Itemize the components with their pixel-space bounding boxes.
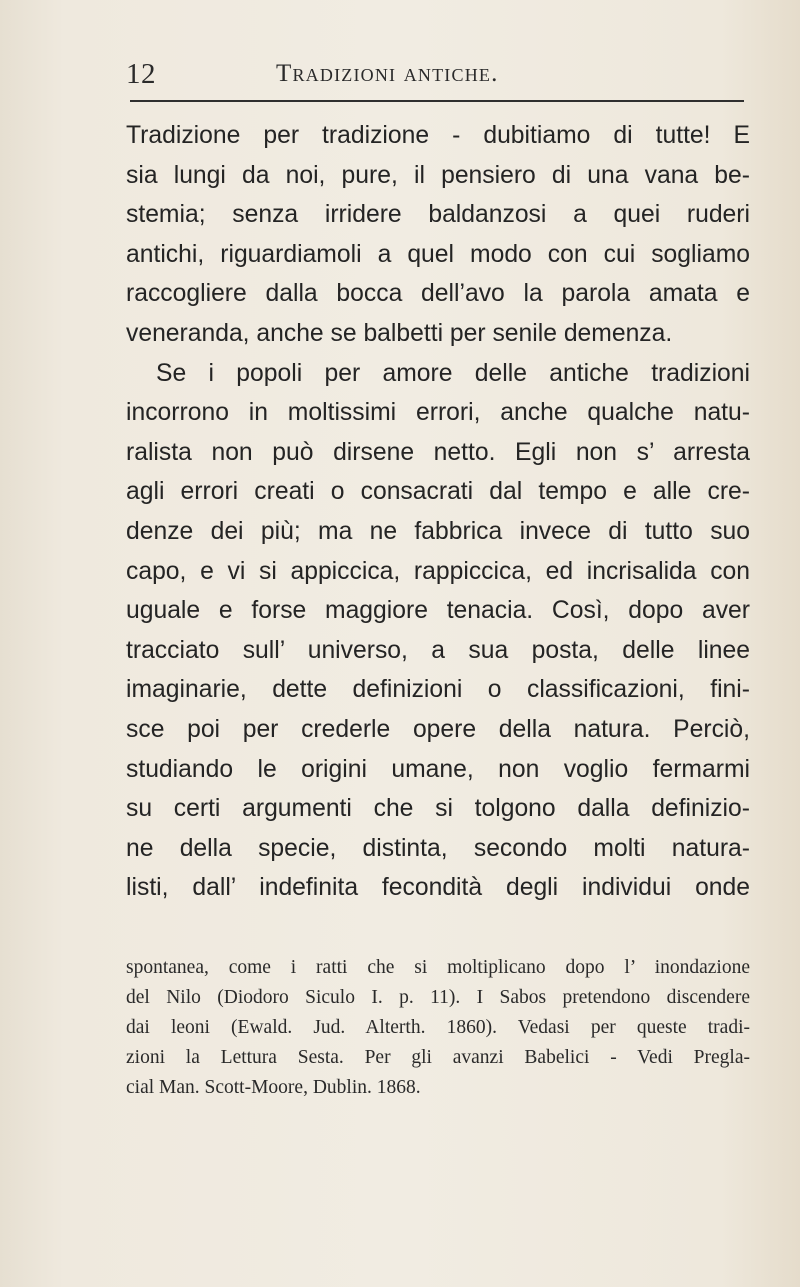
text-line: tracciato sull’ universo, a sua posta, delle linee (126, 636, 750, 664)
footnote-line: del Nilo (Diodoro Siculo I. p. 11). I Sabos pretendono discendere (126, 987, 750, 1008)
text-line: studiando le origini umane, non voglio fermarmi (126, 755, 750, 783)
footnote-line: spontanea, come i ratti che si moltiplicano dopo l’ inondazione (126, 957, 750, 978)
text-line: Tradizione per tradizione - dubitiamo di tutte! E (126, 122, 750, 149)
footnote (126, 953, 750, 1103)
text-line: listi, dall’ indefinita fecondità degli individui onde (126, 874, 750, 902)
main-paragraphs (126, 116, 750, 908)
header-rule (130, 100, 744, 102)
text-line: incorrono in moltissimi errori, anche qualche natu- (126, 399, 750, 427)
text-line: veneranda, anche se balbetti per senile demenza. (126, 319, 673, 347)
running-title: Tradizioni antiche. (276, 60, 499, 87)
footnote-line: cial Man. Scott-Moore, Dublin. 1868. (126, 1077, 421, 1098)
text-line: raccogliere dalla bocca dell’avo la parola amata e (126, 280, 750, 308)
text-line: denze dei più; ma ne fabbrica invece di tutto suo (126, 517, 750, 545)
text-line: agli errori creati o consacrati dal tempo e alle cre- (126, 478, 750, 506)
text-line: ne della specie, distinta, secondo molti natura- (126, 834, 750, 862)
text-line: imaginarie, dette definizioni o classificazioni, fini- (126, 676, 750, 704)
text-line: uguale e forse maggiore tenacia. Così, dopo aver (126, 597, 750, 625)
text-line: stemia; senza irridere baldanzosi a quei ruderi (126, 201, 750, 229)
text-line: sia lungi da noi, pure, il pensiero di una vana be- (126, 161, 750, 189)
text-line: ralista non può dirsene netto. Egli non s’ arresta (126, 438, 750, 466)
text-line: sce poi per crederle opere della natura. Perciò, (126, 715, 750, 743)
text-line: Se i popoli per amore delle antiche tradizioni (156, 359, 750, 387)
footnote-line: dai leoni (Ewald. Jud. Alterth. 1860). Vedasi per queste tradi- (126, 1017, 750, 1038)
page-number: 12 (126, 58, 156, 90)
footnote-line: zioni la Lettura Sesta. Per gli avanzi Babelici - Vedi Pregla- (126, 1047, 750, 1068)
text-line: antichi, riguardiamoli a quel modo con cui sogliamo (126, 240, 750, 268)
text-line: su certi argumenti che si tolgono dalla definizio- (126, 795, 750, 823)
page-header (126, 58, 746, 98)
text-line: capo, e vi si appiccica, rappiccica, ed incrisalida con (126, 557, 750, 585)
